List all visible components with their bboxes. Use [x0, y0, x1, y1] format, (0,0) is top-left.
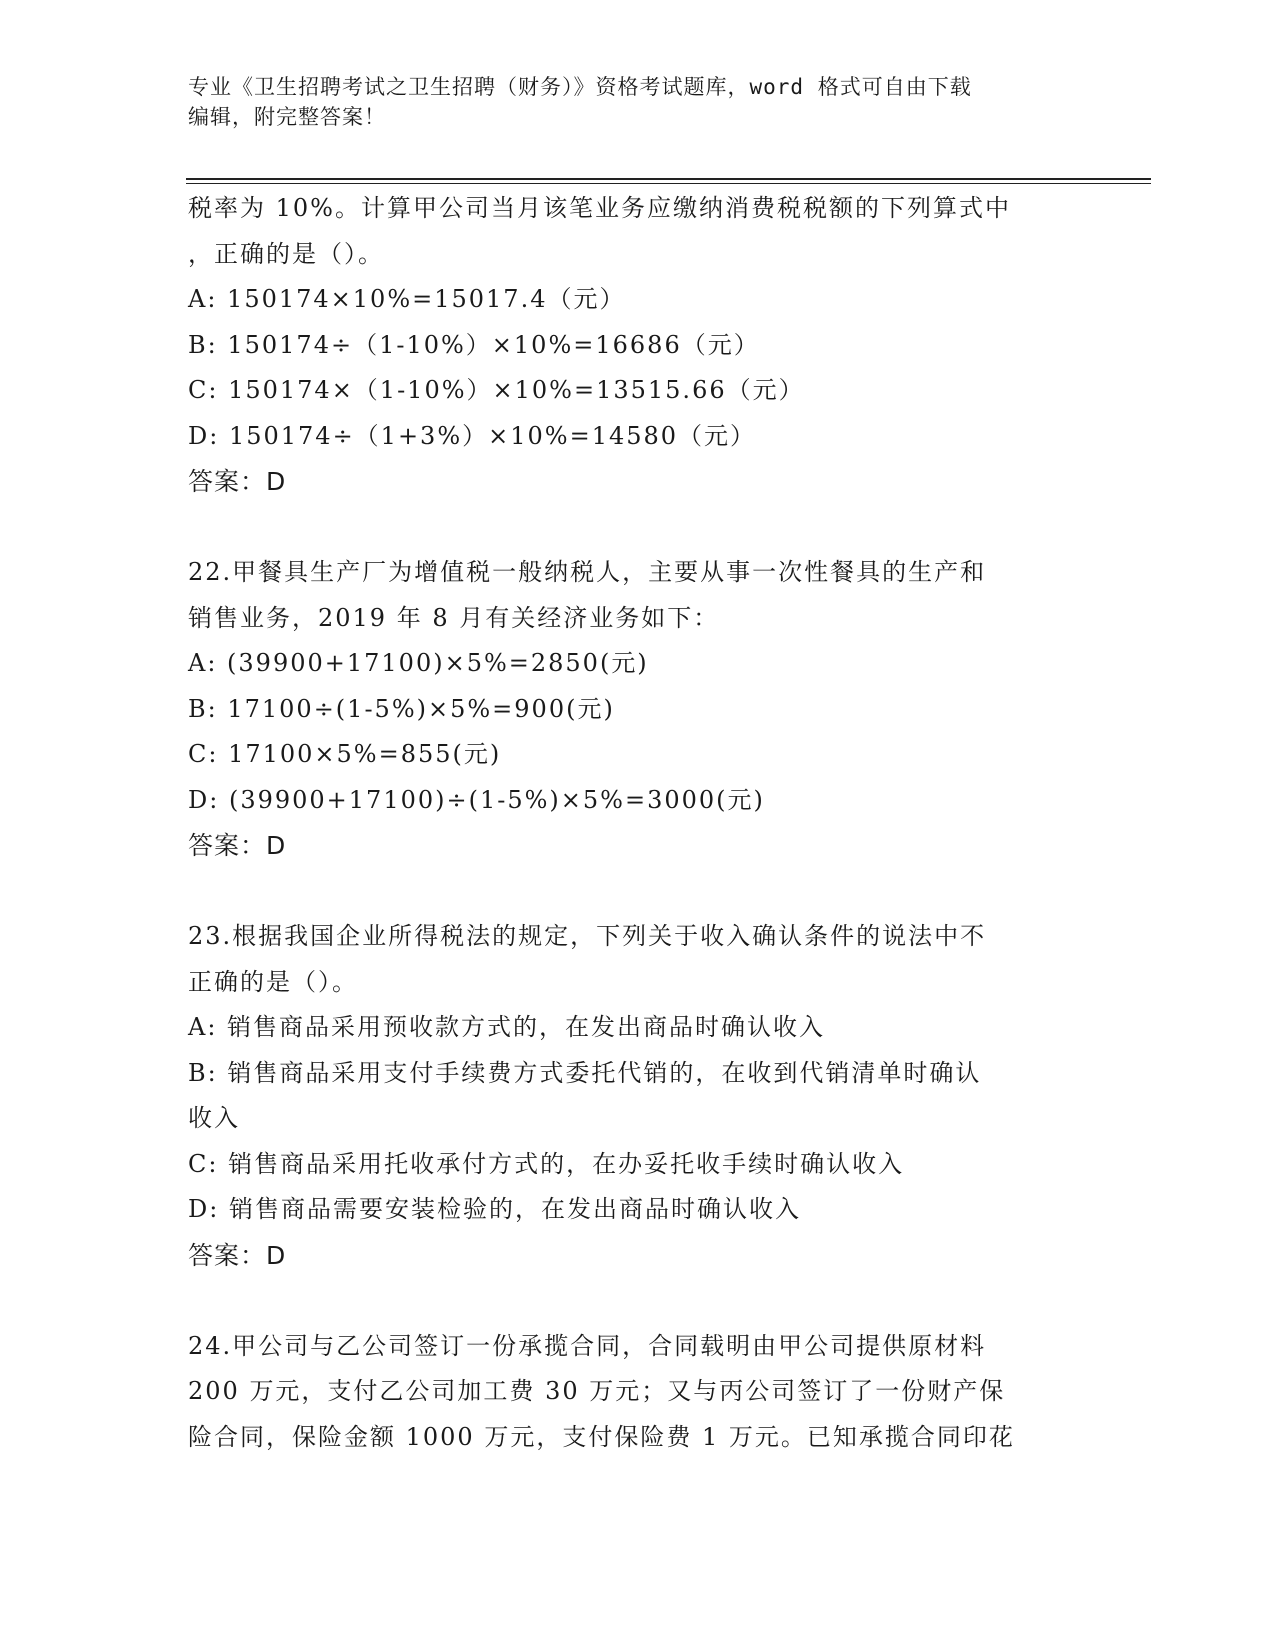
- question-24: [188, 1324, 1088, 1461]
- question-text-line: 税率为 10%。计算甲公司当月该笔业务应缴纳消费税税额的下列算式中: [188, 194, 1011, 222]
- spacer: [188, 505, 1088, 551]
- question-21: [188, 186, 1088, 505]
- answer-line: 答案：D: [188, 831, 287, 860]
- option-c: C: 150174×（1-10%）×10%=13515.66（元）: [188, 376, 805, 404]
- option-c: C: 销售商品采用托收承付方式的，在办妥托收手续时确认收入: [188, 1149, 905, 1178]
- option-d: D: 150174÷（1+3%）×10%=14580（元）: [188, 421, 757, 450]
- document-body: [188, 186, 1088, 1460]
- option-d: D: (39900+17100)÷(1-5%)×5%=3000(元): [188, 785, 765, 814]
- spacer: [188, 1278, 1088, 1324]
- header-line-2: 编辑，附完整答案！: [188, 105, 386, 129]
- question-text-line: 正确的是（）。: [188, 967, 358, 996]
- spacer: [188, 869, 1088, 915]
- answer-line: 答案：D: [188, 467, 287, 496]
- option-c: C: 17100×5%=855(元): [188, 740, 502, 768]
- question-22: [188, 550, 1088, 869]
- option-b-continued: 收入: [188, 1104, 240, 1132]
- option-a: A: 销售商品采用预收款方式的，在发出商品时确认收入: [188, 1013, 826, 1041]
- question-text-line: 险合同，保险金额 1000 万元，支付保险费 1 万元。已知承揽合同印花: [188, 1422, 1015, 1451]
- question-23: [188, 914, 1088, 1278]
- answer-line: 答案：D: [188, 1240, 287, 1270]
- page-header: [188, 72, 1088, 132]
- header-line-1: 专业《卫生招聘考试之卫生招聘（财务）》资格考试题库，word 格式可自由下载: [188, 75, 972, 99]
- option-b: B: 150174÷（1-10%）×10%=16686（元）: [188, 330, 760, 359]
- question-text-line: ，正确的是（）。: [188, 239, 384, 268]
- question-text-line: 200 万元，支付乙公司加工费 30 万元；又与丙公司签订了一份财产保: [188, 1377, 1006, 1405]
- option-b: B: 17100÷(1-5%)×5%=900(元): [188, 694, 615, 723]
- question-text-line: 22.甲餐具生产厂为增值税一般纳税人，主要从事一次性餐具的生产和: [188, 558, 987, 586]
- question-text-line: 销售业务，2019 年 8 月有关经济业务如下：: [188, 603, 720, 632]
- option-a: A: (39900+17100)×5%=2850(元): [188, 649, 649, 677]
- question-text-line: 24.甲公司与乙公司签订一份承揽合同，合同载明由甲公司提供原材料: [188, 1331, 987, 1360]
- option-a: A: 150174×10%=15017.4（元）: [188, 285, 626, 313]
- header-rule-thick: [186, 178, 1151, 180]
- header-rule-thin: [186, 183, 1151, 184]
- option-b: B: 销售商品采用支付手续费方式委托代销的，在收到代销清单时确认: [188, 1058, 982, 1087]
- option-d: D: 销售商品需要安装检验的，在发出商品时确认收入: [188, 1195, 801, 1223]
- question-text-line: 23.根据我国企业所得税法的规定，下列关于收入确认条件的说法中不: [188, 922, 987, 950]
